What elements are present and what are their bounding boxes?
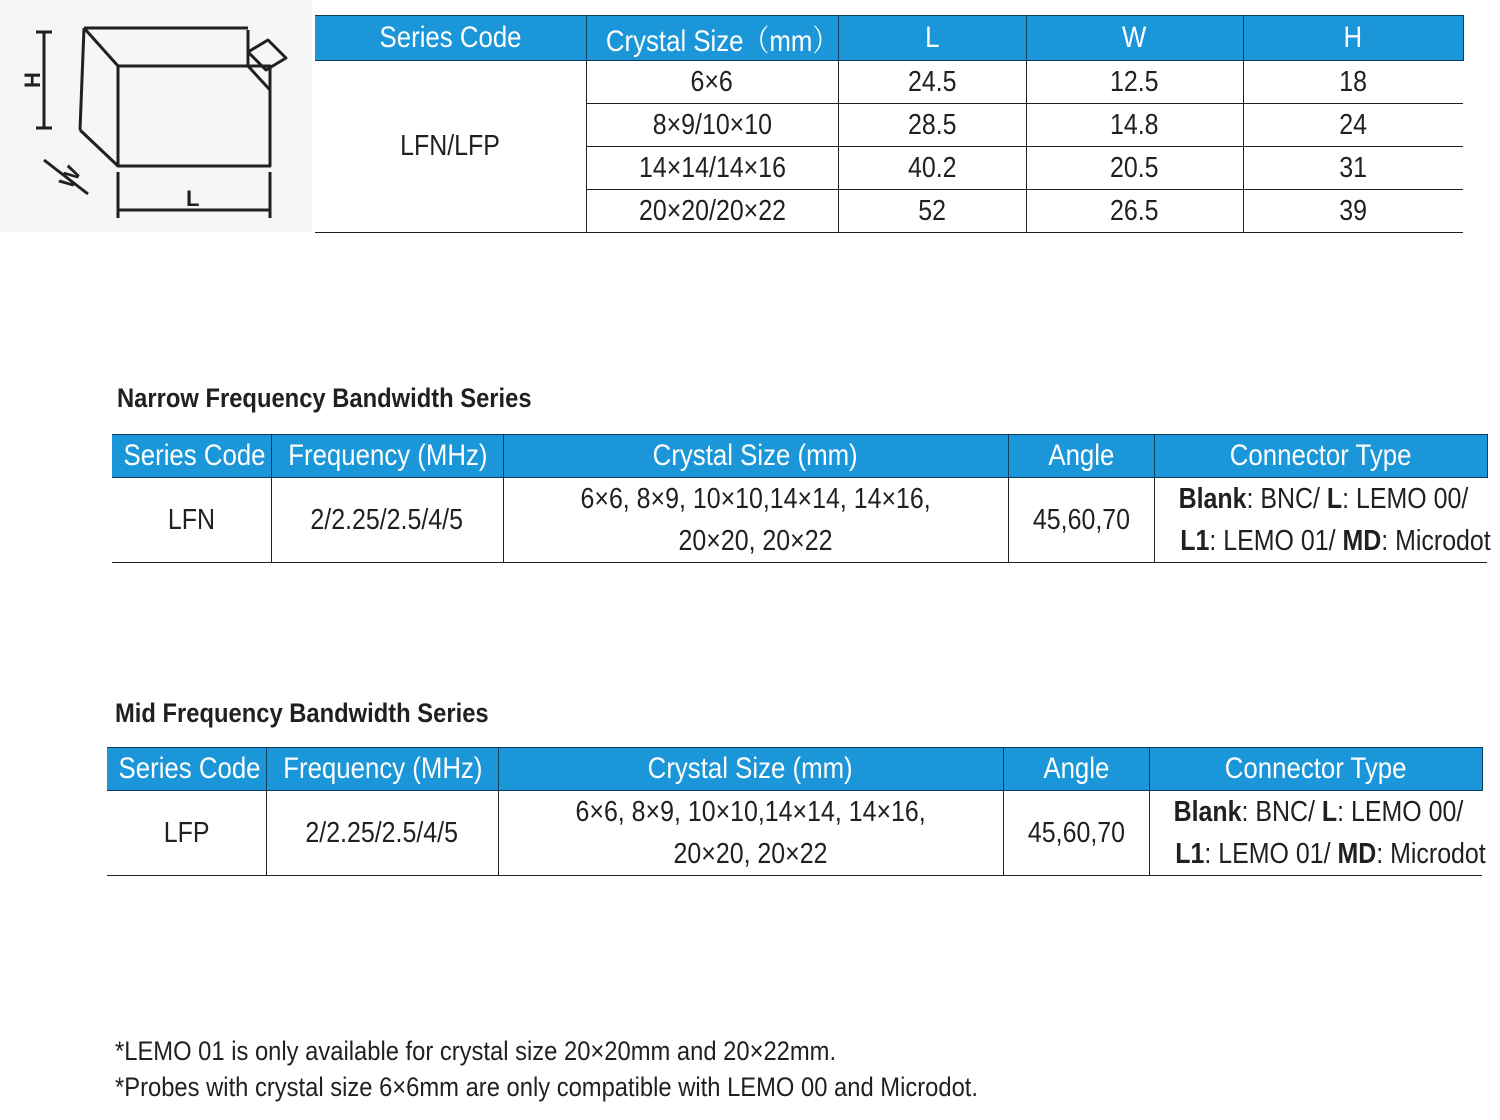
height-cell: 31 bbox=[1243, 147, 1463, 190]
table-header-row bbox=[112, 435, 1487, 478]
column-header-series-code: Series Code bbox=[107, 748, 266, 791]
series-code-cell: LFN bbox=[112, 478, 271, 563]
column-header-frequency: Frequency (MHz) bbox=[266, 748, 498, 791]
series-code-cell: LFP bbox=[107, 791, 266, 876]
probe-outline-drawing bbox=[0, 0, 312, 232]
footnotes bbox=[115, 1033, 978, 1105]
column-header-connector-type: Connector Type bbox=[1154, 435, 1487, 478]
table-row bbox=[107, 791, 1482, 876]
crystal-size-cell: 20×20/20×22 bbox=[586, 190, 838, 233]
table-header-row bbox=[107, 748, 1482, 791]
height-cell: 39 bbox=[1243, 190, 1463, 233]
column-header-w: W bbox=[1026, 16, 1243, 61]
angle-cell: 45,60,70 bbox=[1003, 791, 1149, 876]
connector-type-cell: Blank: BNC/ L: LEMO 00/ L1: LEMO 01/ MD: Microdot bbox=[1154, 478, 1487, 563]
footnote-6x6: *Probes with crystal size 6×6mm are only compatible with LEMO 00 and Microdot. bbox=[115, 1072, 978, 1102]
length-cell: 40.2 bbox=[838, 147, 1026, 190]
column-header-crystal-size: Crystal Size (mm) bbox=[503, 435, 1008, 478]
column-header-frequency: Frequency (MHz) bbox=[271, 435, 503, 478]
column-header-series-code: Series Code bbox=[315, 16, 586, 61]
crystal-size-cell: 8×9/10×10 bbox=[586, 104, 838, 147]
column-header-angle: Angle bbox=[1003, 748, 1149, 791]
dim-label-h: H bbox=[20, 72, 45, 88]
column-header-crystal-size: Crystal Size（mm） bbox=[586, 16, 838, 61]
crystal-size-cell: 6×6, 8×9, 10×10,14×14, 14×16, 20×20, 20×22 bbox=[503, 478, 1008, 563]
narrow-series-table bbox=[112, 434, 1491, 563]
height-cell: 18 bbox=[1243, 61, 1463, 104]
column-header-angle: Angle bbox=[1008, 435, 1154, 478]
crystal-size-cell: 6×6 bbox=[586, 61, 838, 104]
mid-series-table bbox=[107, 747, 1486, 876]
width-cell: 26.5 bbox=[1026, 190, 1243, 233]
probe-dimension-diagram bbox=[0, 0, 312, 232]
footnote-lemo01: *LEMO 01 is only available for crystal size 20×20mm and 20×22mm. bbox=[115, 1036, 837, 1066]
width-cell: 12.5 bbox=[1026, 61, 1243, 104]
column-header-crystal-size: Crystal Size (mm) bbox=[498, 748, 1003, 791]
length-cell: 24.5 bbox=[838, 61, 1026, 104]
series-code-cell: LFN/LFP bbox=[315, 61, 586, 233]
crystal-size-cell: 6×6, 8×9, 10×10,14×14, 14×16, 20×20, 20×22 bbox=[498, 791, 1003, 876]
dim-label-w: W bbox=[53, 161, 86, 193]
frequency-cell: 2/2.25/2.5/4/5 bbox=[271, 478, 503, 563]
angle-cell: 45,60,70 bbox=[1008, 478, 1154, 563]
dim-label-l: L bbox=[186, 186, 200, 211]
frequency-cell: 2/2.25/2.5/4/5 bbox=[266, 791, 498, 876]
column-header-h: H bbox=[1243, 16, 1463, 61]
table-row bbox=[315, 61, 1463, 104]
connector-type-cell: Blank: BNC/ L: LEMO 00/ L1: LEMO 01/ MD: Microdot bbox=[1149, 791, 1482, 876]
column-header-connector-type: Connector Type bbox=[1149, 748, 1482, 791]
height-cell: 24 bbox=[1243, 104, 1463, 147]
column-header-l: L bbox=[838, 16, 1026, 61]
dimensions-table bbox=[315, 15, 1464, 233]
column-header-series-code: Series Code bbox=[112, 435, 271, 478]
narrow-series-title: Narrow Frequency Bandwidth Series bbox=[117, 383, 532, 413]
width-cell: 20.5 bbox=[1026, 147, 1243, 190]
mid-series-title: Mid Frequency Bandwidth Series bbox=[115, 698, 489, 728]
crystal-size-cell: 14×14/14×16 bbox=[586, 147, 838, 190]
length-cell: 52 bbox=[838, 190, 1026, 233]
length-cell: 28.5 bbox=[838, 104, 1026, 147]
table-header-row bbox=[315, 16, 1463, 61]
width-cell: 14.8 bbox=[1026, 104, 1243, 147]
table-row bbox=[112, 478, 1487, 563]
